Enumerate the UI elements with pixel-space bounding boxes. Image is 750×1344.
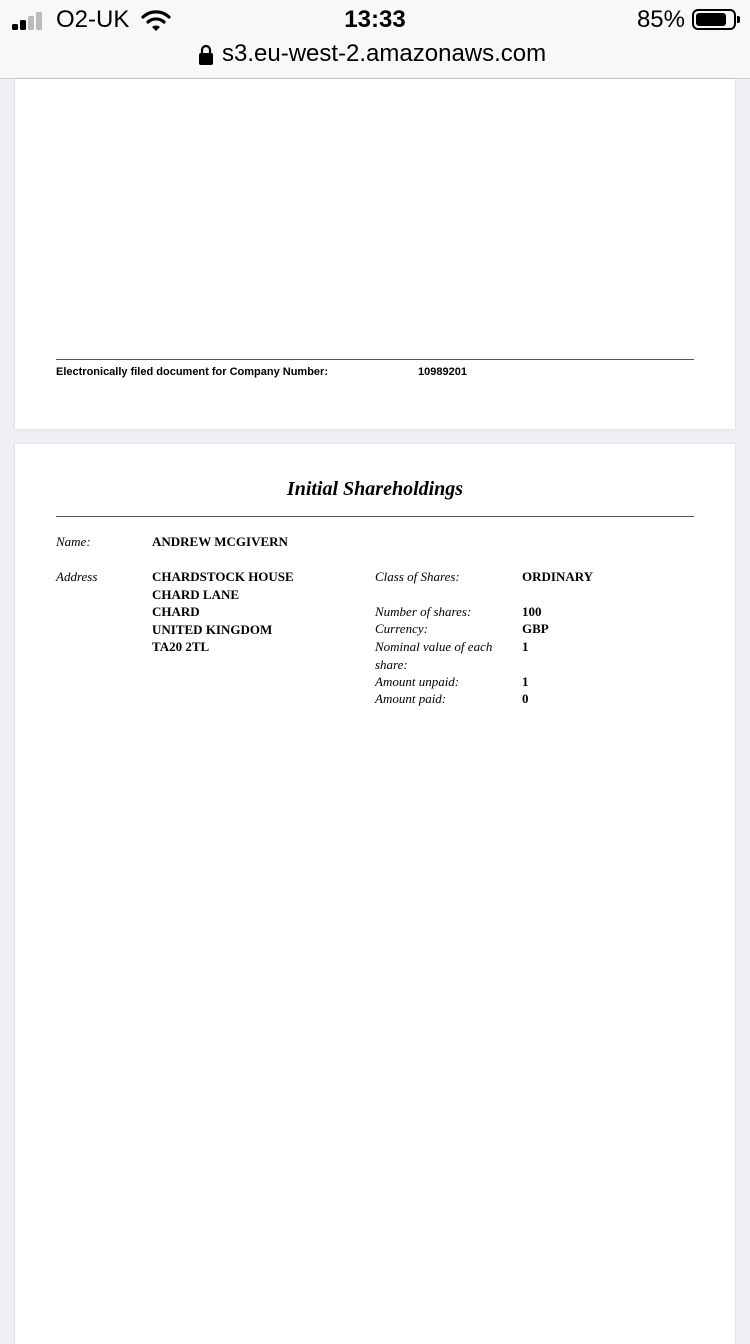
amount-unpaid-label: Amount unpaid:	[375, 674, 460, 689]
currency-label: Currency:	[375, 621, 428, 636]
address-label: Address	[56, 569, 98, 584]
battery-percentage: 85%	[636, 6, 685, 33]
amount-paid-value: 0	[522, 691, 529, 706]
address-line: CHARDSTOCK HOUSE	[152, 569, 294, 584]
address-line: UNITED KINGDOM	[152, 621, 273, 637]
document-page-1	[15, 79, 735, 429]
nominal-value-value: 1	[522, 639, 529, 654]
lock-icon	[198, 44, 214, 66]
url-text[interactable]: s3.eu-west-2.amazonaws.com	[222, 40, 547, 67]
address-line: CHARD	[152, 604, 200, 619]
nominal-value-label-line: Nominal value of each	[375, 639, 493, 654]
clock: 13:33	[344, 6, 406, 33]
class-of-shares-value: ORDINARY	[522, 569, 594, 584]
nominal-value-label-line: share:	[375, 656, 408, 672]
amount-unpaid-value: 1	[522, 674, 529, 689]
address-bar[interactable]	[0, 40, 750, 79]
carrier-name: O2-UK	[56, 6, 130, 33]
document-page-2	[15, 444, 735, 1344]
address-line: CHARD LANE	[152, 586, 240, 602]
address-value	[152, 568, 294, 656]
nominal-value-label	[375, 638, 492, 673]
number-of-shares-value: 100	[522, 604, 542, 619]
address-line: TA20 2TL	[152, 639, 210, 654]
name-value: ANDREW MCGIVERN	[152, 534, 288, 549]
footer-label: Electronically filed document for Company Number:	[56, 366, 328, 378]
name-label: Name:	[56, 534, 91, 549]
class-of-shares-label: Class of Shares:	[375, 569, 460, 584]
section-title: Initial Shareholdings	[286, 478, 464, 500]
battery-icon	[692, 9, 736, 30]
amount-paid-label: Amount paid:	[375, 691, 447, 706]
company-number: 10989201	[418, 366, 467, 378]
title-divider	[56, 516, 694, 517]
footer-divider	[56, 359, 694, 360]
currency-value: GBP	[522, 621, 549, 636]
number-of-shares-label: Number of shares:	[375, 604, 472, 619]
status-bar	[0, 0, 750, 40]
